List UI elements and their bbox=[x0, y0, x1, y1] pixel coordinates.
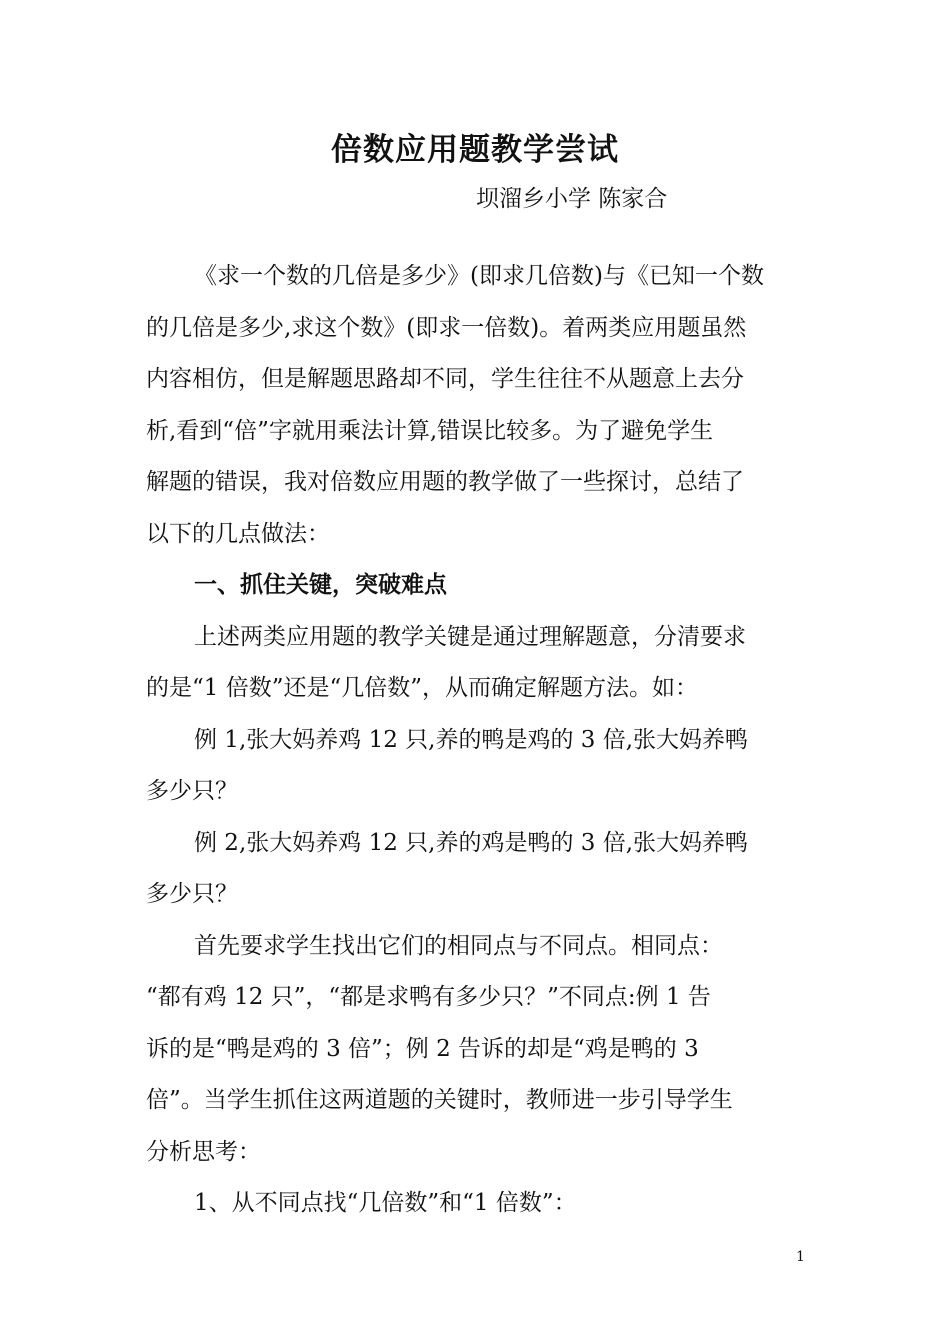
section-heading: 一、抓住关键，突破难点 bbox=[194, 572, 447, 598]
paragraph-line: 的几倍是多少,求这个数》(即求一倍数)。着两类应用题虽然 bbox=[146, 314, 747, 341]
example-line: 多少只？ bbox=[146, 778, 238, 804]
paragraph-line: 上述两类应用题的教学关键是通过理解题意，分清要求 bbox=[194, 623, 746, 650]
paragraph-line: 《求一个数的几倍是多少》(即求几倍数)与《已知一个数 bbox=[194, 263, 764, 289]
paragraph-line: “都有鸡 12 只”，“都是求鸭有多少只？”不同点:例 1 告 bbox=[146, 984, 711, 1010]
paragraph-line: 解题的错误，我对倍数应用题的教学做了一些探讨，总结了 bbox=[146, 469, 744, 495]
example-line: 例 2,张大妈养鸡 12 只,养的鸡是鸭的 3 倍,张大妈养鸭 bbox=[194, 829, 749, 856]
example-line: 多少只？ bbox=[146, 881, 238, 907]
list-item: 1、从不同点找“几倍数”和“1 倍数”： bbox=[194, 1190, 577, 1216]
document-title: 倍数应用题教学尝试 bbox=[331, 132, 619, 168]
paragraph-line: 诉的是“鸭是鸡的 3 倍”；例 2 告诉的却是“鸡是鸭的 3 bbox=[146, 1035, 699, 1062]
author-line: 坝溜乡小学 陈家合 bbox=[476, 186, 668, 212]
paragraph-line: 首先要求学生找出它们的相同点与不同点。相同点： bbox=[194, 932, 723, 959]
body-text bbox=[146, 251, 810, 1230]
paragraph-line: 的是“1 倍数”还是“几倍数”，从而确定解题方法。如： bbox=[146, 675, 698, 701]
paragraph-line: 以下的几点做法： bbox=[146, 520, 330, 547]
paragraph-line: 倍”。当学生抓住这两道题的关键时，教师进一步引导学生 bbox=[146, 1087, 733, 1113]
paragraph-line: 析,看到“倍”字就用乘法计算,错误比较多。为了避免学生 bbox=[146, 417, 714, 444]
page-number: 1 bbox=[796, 1249, 805, 1265]
paragraph-line: 分析思考： bbox=[146, 1138, 261, 1165]
example-line: 例 1,张大妈养鸡 12 只,养的鸭是鸡的 3 倍,张大妈养鸭 bbox=[194, 726, 749, 753]
paragraph-line: 内容相仿，但是解题思路却不同，学生往往不从题意上去分 bbox=[146, 366, 744, 392]
